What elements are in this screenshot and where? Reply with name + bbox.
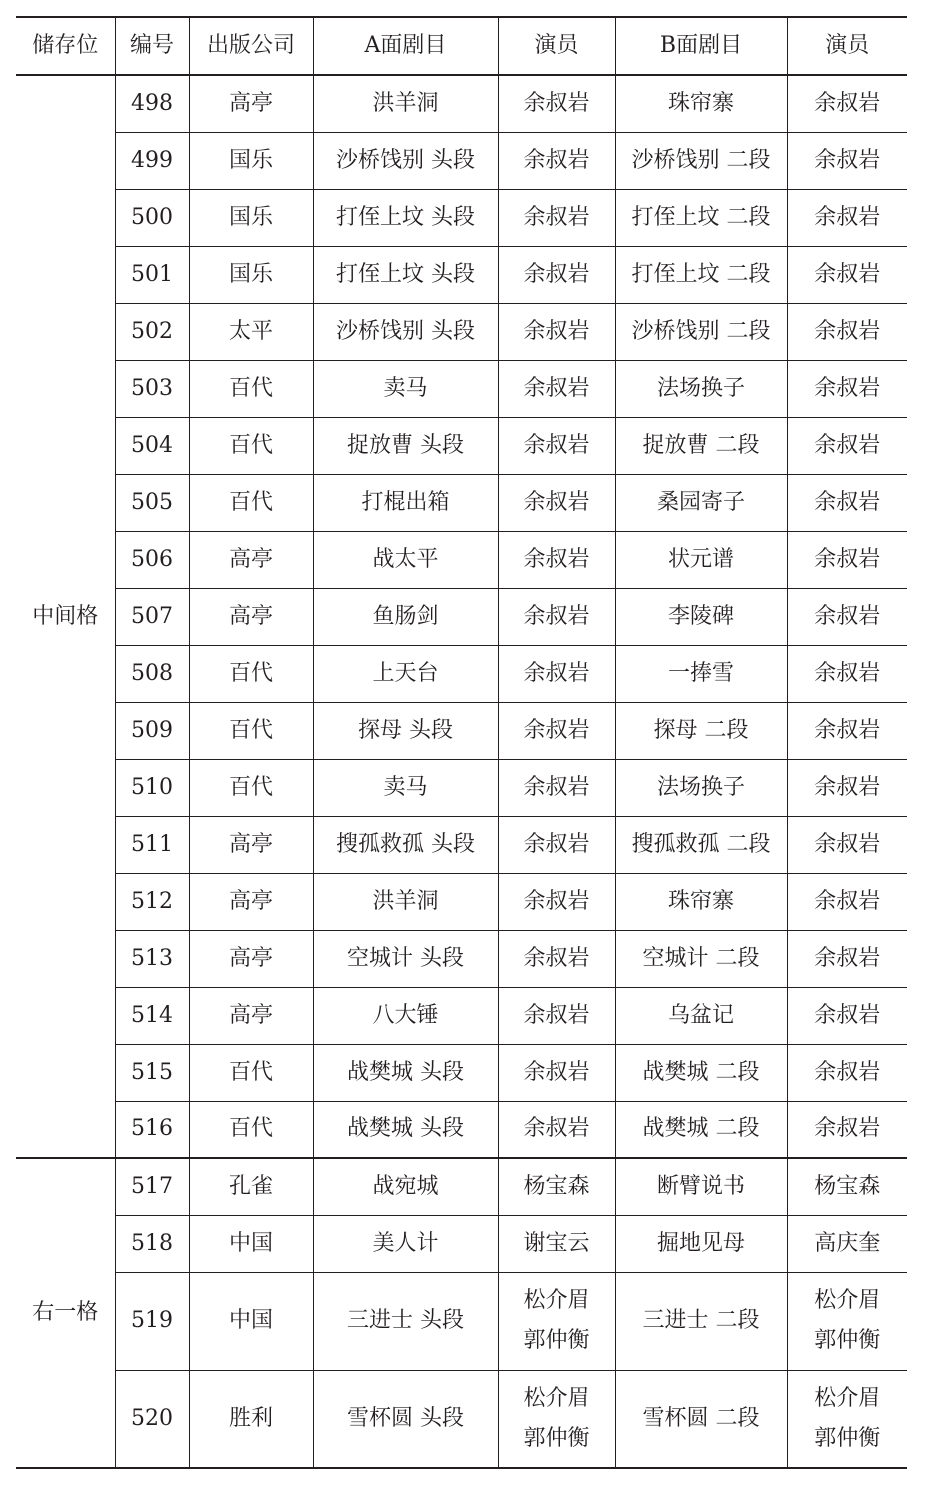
actor-name: 余叔岩 (523, 1002, 590, 1028)
company-cell: 国乐 (189, 132, 313, 189)
record-number-cell: 520 (115, 1370, 189, 1468)
record-number-cell: 501 (115, 246, 189, 303)
a-actor-cell (498, 75, 615, 132)
b-actor-cell (787, 1272, 907, 1370)
a-title-cell: 三进士 头段 (313, 1272, 498, 1370)
b-actor-cell (787, 1044, 907, 1101)
record-number-cell: 509 (115, 702, 189, 759)
b-title-cell: 战樊城 二段 (615, 1101, 787, 1158)
a-actor-cell (498, 1101, 615, 1158)
b-title-cell: 沙桥饯别 二段 (615, 132, 787, 189)
company-cell: 百代 (189, 702, 313, 759)
company-cell: 高亭 (189, 873, 313, 930)
actor-name: 余叔岩 (814, 147, 881, 173)
b-actor-cell (787, 759, 907, 816)
table-row (16, 531, 907, 588)
actor-name: 余叔岩 (523, 261, 590, 287)
table-row (16, 1044, 907, 1101)
table-row (16, 246, 907, 303)
a-title-cell: 捉放曹 头段 (313, 417, 498, 474)
actor-name: 余叔岩 (814, 261, 881, 287)
actor-name: 余叔岩 (814, 603, 881, 629)
b-actor-cell (787, 702, 907, 759)
company-cell: 高亭 (189, 930, 313, 987)
record-number-cell: 508 (115, 645, 189, 702)
actor-name: 余叔岩 (523, 489, 590, 515)
header-b-actor: 演员 (787, 17, 907, 75)
b-actor-cell (787, 303, 907, 360)
table-row (16, 1158, 907, 1215)
a-title-cell: 战樊城 头段 (313, 1101, 498, 1158)
b-title-cell: 三进士 二段 (615, 1272, 787, 1370)
b-actor-cell (787, 816, 907, 873)
b-actor-cell (787, 1101, 907, 1158)
header-company: 出版公司 (189, 17, 313, 75)
record-number-cell: 517 (115, 1158, 189, 1215)
a-actor-cell (498, 645, 615, 702)
b-actor-cell (787, 417, 907, 474)
actor-name: 余叔岩 (523, 204, 590, 230)
actor-name: 郭仲衡 (523, 1328, 590, 1353)
a-title-cell: 鱼肠剑 (313, 588, 498, 645)
a-actor-cell (498, 588, 615, 645)
header-row (16, 17, 907, 75)
record-number-cell: 507 (115, 588, 189, 645)
a-actor-cell (498, 417, 615, 474)
actor-name: 余叔岩 (814, 489, 881, 515)
b-actor-cell (787, 1215, 907, 1272)
b-actor-cell (787, 1158, 907, 1215)
a-title-cell: 战太平 (313, 531, 498, 588)
b-title-cell: 状元谱 (615, 531, 787, 588)
a-title-cell: 卖马 (313, 360, 498, 417)
b-actor-cell (787, 75, 907, 132)
company-cell: 百代 (189, 360, 313, 417)
a-actor-cell (498, 759, 615, 816)
actor-name: 余叔岩 (814, 717, 881, 743)
b-title-cell: 法场换子 (615, 759, 787, 816)
a-actor-cell (498, 1272, 615, 1370)
b-title-cell: 一捧雪 (615, 645, 787, 702)
actor-name: 余叔岩 (814, 831, 881, 857)
b-title-cell: 法场换子 (615, 360, 787, 417)
b-actor-cell (787, 645, 907, 702)
actor-name: 余叔岩 (523, 375, 590, 401)
actor-name: 余叔岩 (523, 1059, 590, 1085)
actor-name: 郭仲衡 (523, 1425, 590, 1451)
actor-name: 郭仲衡 (814, 1425, 881, 1451)
table-row (16, 702, 907, 759)
table-row (16, 75, 907, 132)
actor-name: 松介眉 (814, 1288, 881, 1313)
company-cell: 中国 (189, 1272, 313, 1370)
company-cell: 百代 (189, 1101, 313, 1158)
a-actor-cell (498, 246, 615, 303)
actor-name: 余叔岩 (523, 888, 590, 914)
table-row (16, 417, 907, 474)
company-cell: 中国 (189, 1215, 313, 1272)
actor-name: 余叔岩 (814, 204, 881, 230)
company-cell: 孔雀 (189, 1158, 313, 1215)
b-title-cell: 探母 二段 (615, 702, 787, 759)
record-number-cell: 516 (115, 1101, 189, 1158)
b-title-cell: 珠帘寨 (615, 873, 787, 930)
b-actor-cell (787, 531, 907, 588)
a-title-cell: 八大锤 (313, 987, 498, 1044)
table-row (16, 1370, 907, 1468)
company-cell: 百代 (189, 759, 313, 816)
actor-name: 余叔岩 (814, 774, 881, 800)
b-title-cell: 李陵碑 (615, 588, 787, 645)
b-title-cell: 捉放曹 二段 (615, 417, 787, 474)
a-actor-cell (498, 531, 615, 588)
table-row (16, 987, 907, 1044)
b-actor-cell (787, 873, 907, 930)
actor-name: 余叔岩 (814, 432, 881, 458)
company-cell: 百代 (189, 417, 313, 474)
table-row (16, 303, 907, 360)
table-row (16, 588, 907, 645)
actor-name: 余叔岩 (523, 318, 590, 344)
table-row (16, 132, 907, 189)
record-number-cell: 510 (115, 759, 189, 816)
table-row (16, 1101, 907, 1158)
a-title-cell: 洪羊洞 (313, 873, 498, 930)
a-actor-cell (498, 987, 615, 1044)
actor-name: 余叔岩 (523, 90, 590, 116)
a-actor-cell (498, 1044, 615, 1101)
actor-name: 余叔岩 (814, 1059, 881, 1085)
a-title-cell: 洪羊洞 (313, 75, 498, 132)
a-actor-cell (498, 474, 615, 531)
record-number-cell: 504 (115, 417, 189, 474)
actor-name: 余叔岩 (523, 546, 590, 572)
table-row (16, 474, 907, 531)
b-actor-cell (787, 246, 907, 303)
table-body (16, 75, 907, 1468)
a-title-cell: 打棍出箱 (313, 474, 498, 531)
record-number-cell: 519 (115, 1272, 189, 1370)
a-title-cell: 美人计 (313, 1215, 498, 1272)
actor-name: 余叔岩 (523, 831, 590, 857)
actor-name: 余叔岩 (523, 1116, 590, 1142)
a-actor-cell (498, 303, 615, 360)
record-catalog-table (16, 16, 907, 1469)
b-title-cell: 战樊城 二段 (615, 1044, 787, 1101)
record-number-cell: 515 (115, 1044, 189, 1101)
actor-name: 余叔岩 (814, 1002, 881, 1028)
b-actor-cell (787, 588, 907, 645)
storage-location-cell: 中间格 (16, 75, 115, 1158)
b-title-cell: 断臂说书 (615, 1158, 787, 1215)
a-actor-cell (498, 132, 615, 189)
actor-name: 余叔岩 (814, 660, 881, 686)
actor-name: 杨宝森 (814, 1173, 881, 1199)
a-actor-cell (498, 1370, 615, 1468)
company-cell: 国乐 (189, 246, 313, 303)
a-actor-cell (498, 702, 615, 759)
b-title-cell: 打侄上坟 二段 (615, 246, 787, 303)
company-cell: 太平 (189, 303, 313, 360)
a-actor-cell (498, 816, 615, 873)
actor-name: 余叔岩 (523, 660, 590, 686)
a-actor-cell (498, 930, 615, 987)
company-cell: 高亭 (189, 588, 313, 645)
company-cell: 百代 (189, 474, 313, 531)
company-cell: 高亭 (189, 531, 313, 588)
b-actor-cell (787, 474, 907, 531)
record-number-cell: 512 (115, 873, 189, 930)
b-title-cell: 打侄上坟 二段 (615, 189, 787, 246)
actor-name: 余叔岩 (814, 546, 881, 572)
actor-name: 高庆奎 (814, 1230, 881, 1256)
a-title-cell: 上天台 (313, 645, 498, 702)
a-actor-cell (498, 873, 615, 930)
a-title-cell: 空城计 头段 (313, 930, 498, 987)
actor-name: 余叔岩 (523, 603, 590, 629)
a-title-cell: 打侄上坟 头段 (313, 246, 498, 303)
actor-name: 余叔岩 (814, 318, 881, 344)
actor-name: 余叔岩 (523, 432, 590, 458)
record-number-cell: 505 (115, 474, 189, 531)
header-b-title: B面剧目 (615, 17, 787, 75)
record-number-cell: 514 (115, 987, 189, 1044)
company-cell: 高亭 (189, 75, 313, 132)
a-title-cell: 卖马 (313, 759, 498, 816)
actor-name: 谢宝云 (523, 1230, 590, 1256)
table-row (16, 873, 907, 930)
record-number-cell: 503 (115, 360, 189, 417)
actor-name: 杨宝森 (523, 1173, 590, 1199)
a-title-cell: 雪杯圆 头段 (313, 1370, 498, 1468)
company-cell: 百代 (189, 645, 313, 702)
record-number-cell: 502 (115, 303, 189, 360)
company-cell: 国乐 (189, 189, 313, 246)
actor-name: 松介眉 (523, 1385, 590, 1411)
a-title-cell: 沙桥饯别 头段 (313, 132, 498, 189)
a-actor-cell (498, 360, 615, 417)
header-a-title: A面剧目 (313, 17, 498, 75)
b-actor-cell (787, 930, 907, 987)
record-number-cell: 506 (115, 531, 189, 588)
actor-name: 余叔岩 (523, 147, 590, 173)
actor-name: 余叔岩 (814, 90, 881, 116)
a-title-cell: 战樊城 头段 (313, 1044, 498, 1101)
a-title-cell: 探母 头段 (313, 702, 498, 759)
record-number-cell: 518 (115, 1215, 189, 1272)
table-row (16, 189, 907, 246)
b-actor-cell (787, 1370, 907, 1468)
header-number: 编号 (115, 17, 189, 75)
b-actor-cell (787, 360, 907, 417)
b-title-cell: 掘地见母 (615, 1215, 787, 1272)
table-row (16, 1215, 907, 1272)
b-title-cell: 搜孤救孤 二段 (615, 816, 787, 873)
b-title-cell: 乌盆记 (615, 987, 787, 1044)
a-title-cell: 打侄上坟 头段 (313, 189, 498, 246)
actor-name: 余叔岩 (814, 1116, 881, 1142)
table-row (16, 1272, 907, 1370)
company-cell: 高亭 (189, 816, 313, 873)
a-title-cell: 战宛城 (313, 1158, 498, 1215)
b-title-cell: 雪杯圆 二段 (615, 1370, 787, 1468)
b-title-cell: 沙桥饯别 二段 (615, 303, 787, 360)
record-number-cell: 500 (115, 189, 189, 246)
company-cell: 胜利 (189, 1370, 313, 1468)
a-title-cell: 搜孤救孤 头段 (313, 816, 498, 873)
record-number-cell: 499 (115, 132, 189, 189)
b-title-cell: 桑园寄子 (615, 474, 787, 531)
b-title-cell: 空城计 二段 (615, 930, 787, 987)
a-actor-cell (498, 1158, 615, 1215)
b-actor-cell (787, 189, 907, 246)
record-number-cell: 513 (115, 930, 189, 987)
actor-name: 余叔岩 (523, 945, 590, 971)
header-storage: 储存位 (16, 17, 115, 75)
actor-name: 松介眉 (814, 1385, 881, 1411)
b-title-cell: 珠帘寨 (615, 75, 787, 132)
table-row (16, 816, 907, 873)
table-row (16, 759, 907, 816)
table-row (16, 930, 907, 987)
a-actor-cell (498, 1215, 615, 1272)
b-actor-cell (787, 987, 907, 1044)
actor-name: 郭仲衡 (814, 1328, 881, 1353)
storage-location-cell: 右一格 (16, 1158, 115, 1468)
table-row (16, 360, 907, 417)
header-a-actor: 演员 (498, 17, 615, 75)
actor-name: 余叔岩 (814, 888, 881, 914)
table-row (16, 645, 907, 702)
b-actor-cell (787, 132, 907, 189)
actor-name: 余叔岩 (523, 717, 590, 743)
actor-name: 余叔岩 (523, 774, 590, 800)
company-cell: 高亭 (189, 987, 313, 1044)
a-title-cell: 沙桥饯别 头段 (313, 303, 498, 360)
actor-name: 余叔岩 (814, 945, 881, 971)
actor-name: 松介眉 (523, 1288, 590, 1313)
a-actor-cell (498, 189, 615, 246)
record-number-cell: 511 (115, 816, 189, 873)
company-cell: 百代 (189, 1044, 313, 1101)
record-number-cell: 498 (115, 75, 189, 132)
actor-name: 余叔岩 (814, 375, 881, 401)
